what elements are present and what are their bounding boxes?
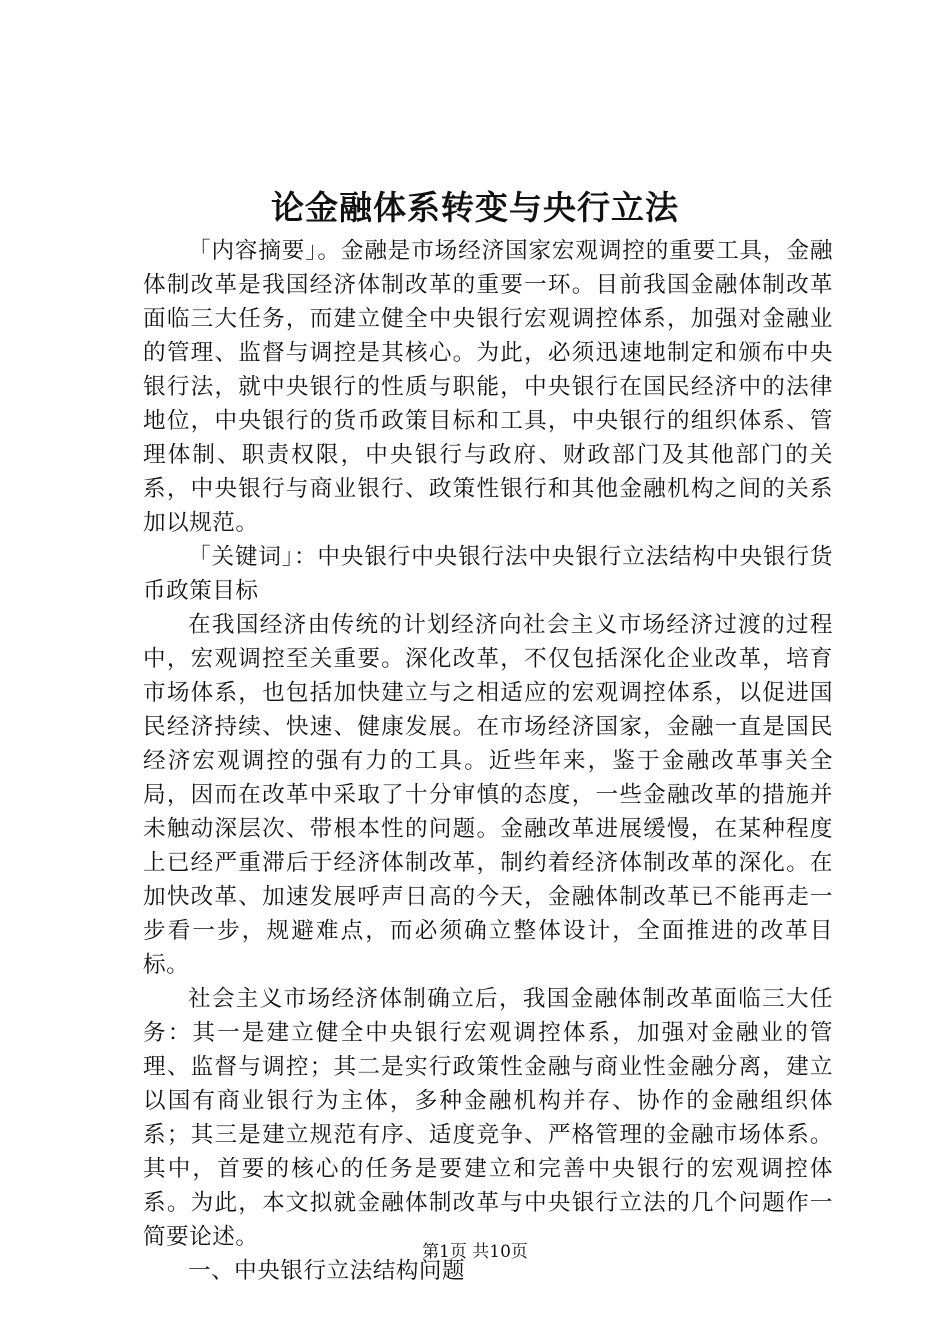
section-heading: 一、中央银行立法结构问题 [188,1258,466,1284]
keywords-paragraph: 「关键词」：中央银行中央银行法中央银行立法结构中央银行货币政策目标 [143,544,833,604]
body-paragraph: 社会主义市场经济体制确立后，我国金融体制改革面临三大任务：其一是建立健全中央银行宏观调控体系，加强对金融业的管理、监督与调控；其二是实行政策性金融与商业性金融分离，建立以国有商业银行为主体，多种金融机构并存、协作的金融组织体系；其三是建立规范有序、适度竞争、严格管理的金融市场体系。其中，首要的核心的任务是要建立和完善中央银行的宏观调控体系。为此，本文拟就金融体制改革与中央银行立法的几个问题作一简要论述。 [143,986,833,1250]
document-title: 论金融体系转变与央行立法 [271,188,679,227]
page-footer: 第1页 共10页 [422,1242,528,1262]
document-body [143,234,833,1288]
body-paragraph: 在我国经济由传统的计划经济向社会主义市场经济过渡的过程中，宏观调控至关重要。深化改革，不仅包括深化企业改革，培育市场体系，也包括加快建立与之相适应的宏观调控体系，以促进国民经济持续、快速、健康发展。在市场经济国家，金融一直是国民经济宏观调控的强有力的工具。近些年来，鉴于金融改革事关全局，因而在改革中采取了十分审慎的态度，一些金融改革的措施并未触动深层次、带根本性的问题。金融改革进展缓慢，在某种程度上已经严重滞后于经济体制改革，制约着经济体制改革的深化。在加快改革、加速发展呼声日高的今天，金融体制改革已不能再走一步看一步，规避难点，而必须确立整体设计，全面推进的改革目标。 [143,612,833,978]
abstract-paragraph: 「内容摘要」。金融是市场经济国家宏观调控的重要工具，金融体制改革是我国经济体制改革的重要一环。目前我国金融体制改革面临三大任务，而建立健全中央银行宏观调控体系，加强对金融业的管理、监督与调控是其核心。为此，必须迅速地制定和颁布中央银行法，就中央银行的性质与职能，中央银行在国民经济中的法律地位，中央银行的货币政策目标和工具，中央银行的组织体系、管理体制、职责权限，中央银行与政府、财政部门及其他部门的关系，中央银行与商业银行、政策性银行和其他金融机构之间的关系加以规范。 [143,238,833,536]
